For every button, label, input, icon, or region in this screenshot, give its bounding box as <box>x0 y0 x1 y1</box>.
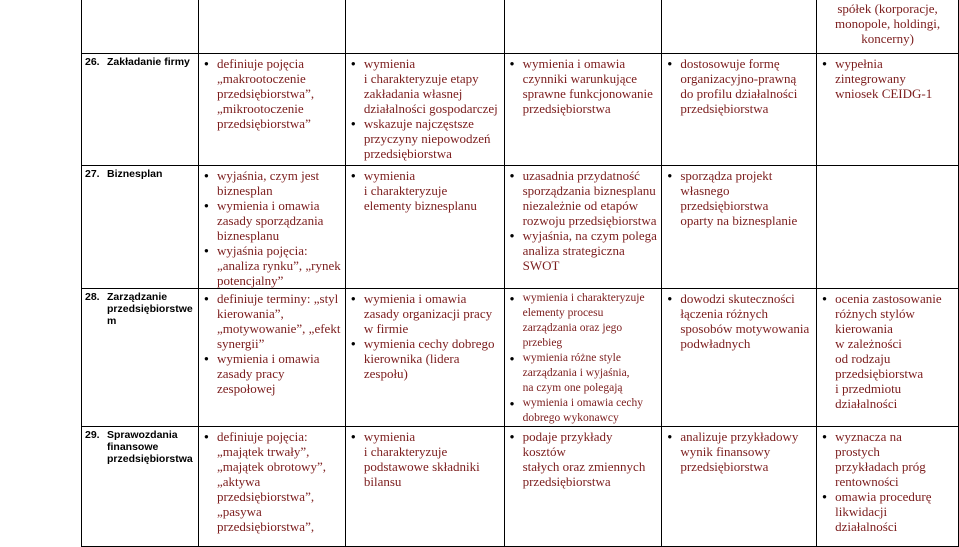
requirement-continuation: przedsiębiorstwa <box>680 101 769 116</box>
requirement-continuation: kierowania <box>835 321 893 336</box>
requirement-continuation: likwidacji <box>835 504 888 519</box>
requirement-continuation: zasady sporządzania <box>216 213 324 228</box>
requirement-continuation: wynik finansowy <box>680 444 771 459</box>
requirement-continuation: analiza strategiczna SWOT <box>522 243 625 273</box>
requirements-list <box>666 56 812 116</box>
requirement-continuation: przedsiębiorstwa”, <box>216 519 315 534</box>
requirement-continuation: czynniki warunkujące <box>522 71 638 86</box>
requirements-list <box>821 56 954 101</box>
top-right-line: spółek (korporacje, <box>837 1 938 16</box>
requirements-cell-c4 <box>662 289 817 427</box>
requirements-list <box>509 168 658 273</box>
requirements-cell-c4 <box>662 166 817 289</box>
topic-title: Biznesplan <box>107 168 163 180</box>
requirement-item: ● wyjaśnia pojęcia: <box>203 243 341 258</box>
requirement-continuation: przedsiębiorstwa <box>363 146 452 161</box>
requirement-continuation: łączenia różnych <box>680 306 769 321</box>
requirement-item: ● wyjaśnia, na czym polega <box>509 228 658 243</box>
requirements-list <box>203 56 341 131</box>
requirement-continuation: biznesplan <box>216 183 273 198</box>
table-row <box>82 289 959 427</box>
requirement-continuation: zespołu) <box>363 366 408 381</box>
requirement-continuation: podstawowe składniki <box>363 459 480 474</box>
requirement-item: ● wymienia <box>350 56 500 71</box>
requirement-item: ● definiuje pojęcia <box>203 56 341 71</box>
requirement-continuation: „motywowanie”, „efekt <box>216 321 341 336</box>
requirement-continuation: „makrootoczenie <box>216 71 306 86</box>
requirements-list <box>350 56 500 161</box>
requirement-continuation: oparty na biznesplanie <box>680 213 798 228</box>
requirement-item: ● wymienia i charakteryzuje <box>509 291 658 306</box>
topic-title: Sprawozdania <box>107 429 178 441</box>
requirement-continuation: przedsiębiorstwa <box>522 474 611 489</box>
requirement-continuation: elementy biznesplanu <box>363 198 477 213</box>
requirements-list <box>203 168 341 288</box>
requirement-continuation: bilansu <box>363 474 402 489</box>
requirements-cell-c5 <box>817 166 959 289</box>
requirement-continuation: przedsiębiorstwa”, <box>216 86 315 101</box>
requirement-continuation: zarządzania oraz jego <box>522 322 623 334</box>
requirement-item: ● omawia procedurę <box>821 489 954 504</box>
requirement-continuation: sporządzania biznesplanu <box>522 183 656 198</box>
requirement-item: ● wymienia cechy dobrego <box>350 336 500 351</box>
requirement-item: ● wymienia i omawia cechy <box>509 396 658 411</box>
requirement-continuation: „mikrootoczenie <box>216 101 304 116</box>
requirement-continuation: i charakteryzuje <box>363 444 448 459</box>
topic-title: Zarządzanie <box>107 291 168 303</box>
requirement-item: ● wyznacza na <box>821 429 954 444</box>
requirement-continuation: i charakteryzuje <box>363 183 448 198</box>
requirement-continuation: działalności <box>835 519 898 534</box>
requirement-continuation: przedsiębiorstwa <box>835 366 924 381</box>
requirement-continuation: przykładach próg <box>835 459 926 474</box>
topic-number: 28. <box>85 291 100 303</box>
requirements-list <box>666 291 812 351</box>
requirement-continuation: zintegrowany <box>835 71 906 86</box>
requirement-continuation: przedsiębiorstwa <box>522 101 611 116</box>
requirement-continuation: „analiza rynku”, „rynek <box>216 258 341 273</box>
requirements-list <box>509 291 658 426</box>
topic-title: przedsiębiorstwe <box>107 303 193 315</box>
requirement-continuation: przebieg <box>522 337 563 349</box>
requirement-continuation: zakładania własnej <box>363 86 463 101</box>
requirements-cell-c3 <box>504 289 662 427</box>
requirements-cell-c2 <box>345 427 504 547</box>
requirements-list <box>666 168 812 228</box>
requirement-item: ● definiuje pojęcia: <box>203 429 341 444</box>
requirement-item: ● wypełnia <box>821 56 954 71</box>
topic-cell <box>82 54 199 166</box>
requirements-list <box>509 56 658 116</box>
requirement-item: ● sporządza projekt <box>666 168 812 183</box>
requirement-item: ● wyjaśnia, czym jest <box>203 168 341 183</box>
requirements-list <box>821 429 954 534</box>
requirements-cell-c5 <box>817 289 959 427</box>
requirement-continuation: podwładnych <box>680 336 751 351</box>
requirement-continuation: „majątek obrotowy”, <box>216 459 326 474</box>
requirements-list <box>350 291 500 381</box>
requirements-cell-c4 <box>662 427 817 547</box>
header-remnant-row <box>82 0 959 54</box>
requirements-list <box>203 429 341 534</box>
requirements-cell-c3 <box>504 166 662 289</box>
requirement-continuation: kierownika (lidera <box>363 351 460 366</box>
requirement-continuation: działalności gospodarczej <box>363 101 498 116</box>
requirements-cell-c2 <box>345 166 504 289</box>
topic-cell <box>82 166 199 289</box>
curriculum-table <box>81 0 959 547</box>
requirement-item: ● podaje przykłady kosztów <box>509 429 658 459</box>
requirements-list <box>203 291 341 396</box>
requirements-list <box>350 168 500 213</box>
requirement-item: ● wymienia i omawia <box>203 198 341 213</box>
topic-number: 26. <box>85 56 100 68</box>
topic-cell <box>82 289 199 427</box>
requirement-item: ● analizuje przykładowy <box>666 429 812 444</box>
requirement-continuation: sposobów motywowania <box>680 321 810 336</box>
topic-title: Zakładanie firmy <box>107 56 190 68</box>
requirement-continuation: niezależnie od etapów <box>522 198 639 213</box>
requirements-cell-c5 <box>817 427 959 547</box>
requirements-cell-c3 <box>504 54 662 166</box>
requirements-cell-c3 <box>504 427 662 547</box>
requirements-cell-c2 <box>345 289 504 427</box>
requirements-list <box>509 429 658 489</box>
requirement-continuation: biznesplanu <box>216 228 280 243</box>
requirement-continuation: i charakteryzuje etapy <box>363 71 479 86</box>
requirement-item: ● definiuje terminy: „styl <box>203 291 341 306</box>
requirement-continuation: przedsiębiorstwa <box>680 459 769 474</box>
requirements-list <box>666 429 812 474</box>
requirement-continuation: do profilu działalności <box>680 86 798 101</box>
requirements-cell-c4 <box>662 54 817 166</box>
requirement-item: ● uzasadnia przydatność <box>509 168 658 183</box>
topic-title: finansowe <box>107 441 159 453</box>
top-right-cell <box>817 0 959 54</box>
requirement-continuation: synergii” <box>216 336 265 351</box>
requirement-continuation: „majątek trwały”, <box>216 444 310 459</box>
requirement-continuation: potencjalny” <box>216 273 284 288</box>
table-row <box>82 427 959 547</box>
requirements-cell-c1 <box>198 289 345 427</box>
requirement-item: ● wymienia <box>350 429 500 444</box>
top-right-line: monopole, holdingi, <box>835 16 941 31</box>
requirement-continuation: przedsiębiorstwa”, <box>216 489 315 504</box>
requirement-continuation: w firmie <box>363 321 409 336</box>
requirement-continuation: i przedmiotu <box>835 381 902 396</box>
requirement-item: ● wskazuje najczęstsze <box>350 116 500 131</box>
requirement-continuation: zasady organizacji pracy <box>363 306 493 321</box>
requirement-continuation: prostych <box>835 444 880 459</box>
requirement-continuation: rentowności <box>835 474 899 489</box>
requirement-continuation: przyczyny niepowodzeń <box>363 131 491 146</box>
requirements-cell-c1 <box>198 166 345 289</box>
requirement-item: ● dowodzi skuteczności <box>666 291 812 306</box>
requirement-item: ● wymienia i omawia <box>509 56 658 71</box>
requirements-list <box>350 429 500 489</box>
requirement-continuation: stałych oraz zmiennych <box>522 459 646 474</box>
requirements-list <box>821 291 954 411</box>
requirement-item: ● dostosowuje formę <box>666 56 812 71</box>
requirement-continuation: własnego przedsiębiorstwa <box>680 183 769 213</box>
requirements-cell-c2 <box>345 54 504 166</box>
requirements-cell-c5 <box>817 54 959 166</box>
requirement-item: ● wymienia i omawia <box>350 291 500 306</box>
topic-number: 29. <box>85 429 100 441</box>
requirement-item: ● wymienia <box>350 168 500 183</box>
requirement-continuation: „pasywa <box>216 504 262 519</box>
requirement-continuation: organizacyjno-prawną <box>680 71 797 86</box>
table-row <box>82 54 959 166</box>
requirement-continuation: dobrego wykonawcy <box>522 412 619 424</box>
topic-cell <box>82 427 199 547</box>
requirements-cell-c1 <box>198 427 345 547</box>
requirement-continuation: na czym one polegają <box>522 382 623 394</box>
requirement-item: ● wymienia różne style <box>509 351 658 366</box>
requirement-continuation: przedsiębiorstwa” <box>216 116 311 131</box>
requirement-continuation: różnych stylów <box>835 306 915 321</box>
top-right-line: koncerny) <box>861 31 914 46</box>
requirement-continuation: zasady pracy zespołowej <box>216 366 285 396</box>
requirement-item: ● wymienia i omawia <box>203 351 341 366</box>
requirement-continuation: w zależności <box>835 336 902 351</box>
topic-title: przedsiębiorstwa <box>107 453 193 465</box>
requirement-continuation: zarządzania i wyjaśnia, <box>522 367 630 379</box>
requirement-continuation: od rodzaju <box>835 351 891 366</box>
requirement-continuation: „aktywa <box>216 474 261 489</box>
requirement-continuation: kierowania”, <box>216 306 284 321</box>
topic-number: 27. <box>85 168 100 180</box>
table-row <box>82 166 959 289</box>
requirement-continuation: elementy procesu <box>522 307 604 319</box>
requirement-continuation: wniosek CEIDG-1 <box>835 86 933 101</box>
requirement-continuation: rozwoju przedsiębiorstwa <box>522 213 657 228</box>
requirement-continuation: sprawne funkcjonowanie <box>522 86 653 101</box>
requirements-cell-c1 <box>198 54 345 166</box>
requirement-continuation: działalności <box>835 396 898 411</box>
requirement-item: ● ocenia zastosowanie <box>821 291 954 306</box>
topic-title: m <box>107 315 117 327</box>
